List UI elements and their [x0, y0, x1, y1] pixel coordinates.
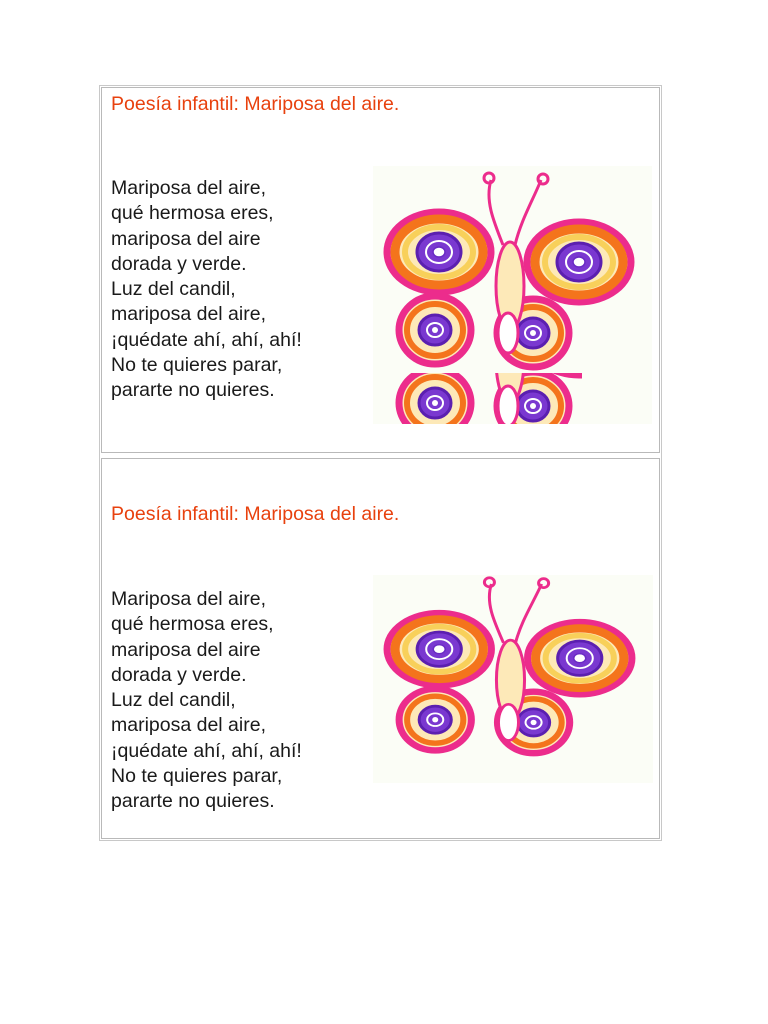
poem-line: pararte no quieres. [111, 790, 275, 813]
poem-line: Luz del candil, [111, 278, 236, 301]
poem-line: Luz del candil, [111, 689, 236, 712]
poem-line: No te quieres parar, [111, 765, 283, 788]
butterfly-slice [389, 373, 582, 424]
poem-line: qué hermosa eres, [111, 202, 274, 225]
poem-line: mariposa del aire [111, 638, 261, 661]
poem-line: Mariposa del aire, [111, 588, 266, 610]
poem-title: Poesía infantil: Mariposa del aire. [111, 93, 400, 115]
poem-card-1 [101, 87, 660, 453]
poem-line: dorada y verde. [111, 252, 247, 275]
poem-line: mariposa del aire, [111, 714, 266, 737]
poem-line: No te quieres parar, [111, 354, 283, 377]
poem-title: Poesía infantil: Mariposa del aire. [111, 503, 400, 525]
poem-line: Mariposa del aire, [111, 177, 266, 199]
poem-line: mariposa del aire, [111, 303, 266, 326]
poem-line: mariposa del aire [111, 227, 261, 250]
poem-line: ¡quédate ahí, ahí, ahí! [111, 328, 302, 351]
poem-text [111, 176, 302, 404]
poem-text [111, 587, 302, 815]
butterfly-drawing [373, 575, 653, 783]
poem-line: pararte no quieres. [111, 379, 275, 402]
butterfly-drawing [373, 166, 652, 424]
poem-line: qué hermosa eres, [111, 613, 274, 636]
poem-line: dorada y verde. [111, 663, 247, 686]
poem-card-2 [101, 458, 660, 839]
poem-line: ¡quédate ahí, ahí, ahí! [111, 739, 302, 762]
